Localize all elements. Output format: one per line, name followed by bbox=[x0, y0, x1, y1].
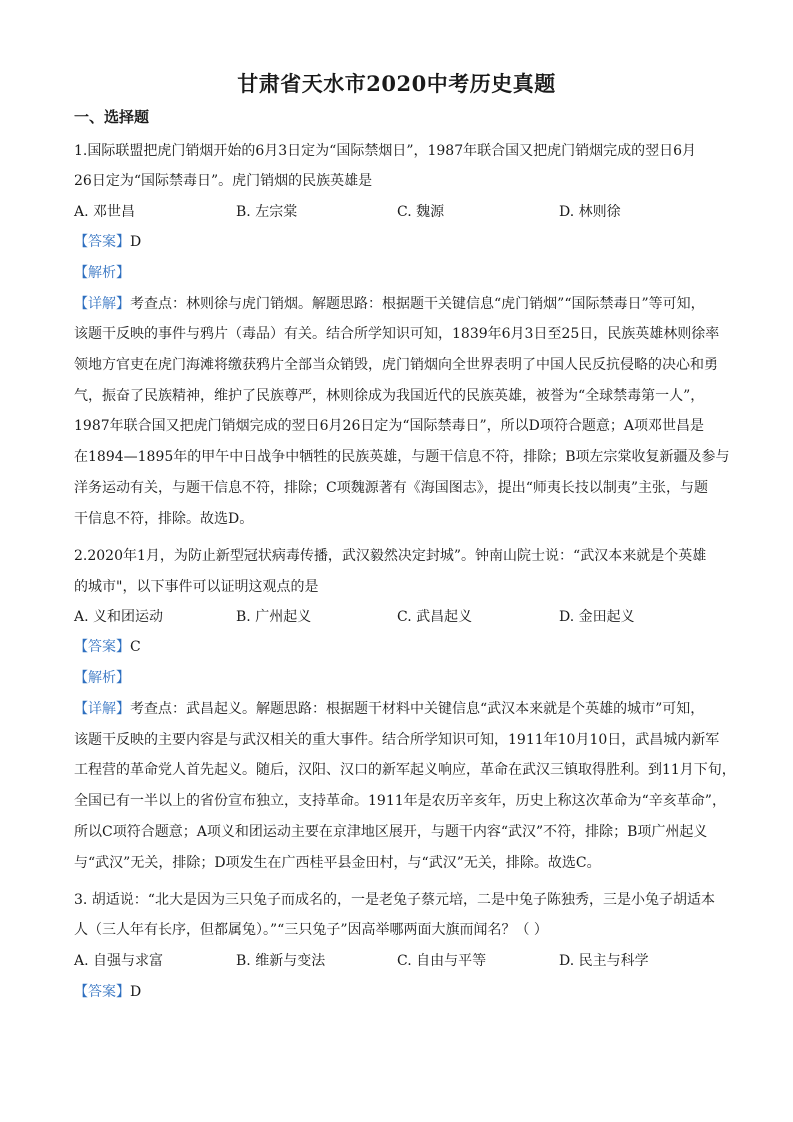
q1-detail-line: 该题干反映的事件与鸦片（毒品）有关。结合所学知识可知，1839年6月3日至25日，民族英雄林则徐率 bbox=[74, 326, 720, 342]
analysis-tag: 【解析】 bbox=[74, 670, 130, 686]
q1-detail-line: 1987年联合国又把虎门销烟完成的翌日6月26日定为“国际禁毒日”，所以D项符合题意；A项邓世昌是 bbox=[74, 418, 704, 434]
q2-stem-line: 2.2020年1月，为防止新型冠状病毒传播，武汉毅然决定封城”。钟南山院士说：“武汉本来就是个英雄 bbox=[74, 548, 707, 564]
answer-value: D bbox=[130, 984, 142, 1000]
q2-option-a: A. 义和团运动 bbox=[74, 609, 164, 625]
q1-detail-line: 在1894—1895年的甲午中日战争中牺牲的民族英雄，与题干信息不符，排除；B项左宗棠收复新疆及参与 bbox=[74, 449, 730, 465]
q3-stem-line: 3. 胡适说：“北大是因为三只兔子而成名的，一是老兔子蔡元培，二是中兔子陈独秀，三是小兔子胡适本 bbox=[74, 892, 715, 908]
q2-option-c: C. 武昌起义 bbox=[397, 609, 473, 625]
q2-detail-line: 工程营的革命党人首先起义。随后，汉阳、汉口的新军起义响应，革命在武汉三镇取得胜利。到11月下旬， bbox=[74, 762, 736, 778]
detail-tag: 【详解】 bbox=[74, 296, 130, 312]
q1-detail-line: 气，振奋了民族精神，维护了民族尊严，林则徐成为我国近代的民族英雄，被誉为“全球禁毒第一人”， bbox=[74, 388, 705, 404]
q1-answer-row bbox=[74, 232, 724, 252]
q1-option-d: D. 林则徐 bbox=[559, 204, 621, 220]
q2-option-d: D. 金田起义 bbox=[559, 609, 635, 625]
detail-text: 考查点：林则徐与虎门销烟。解题思路：根据题干关键信息“虎门销烟”“国际禁毒日”等可知， bbox=[130, 296, 705, 312]
q2-answer-row bbox=[74, 637, 724, 657]
q3-option-c: C. 自由与平等 bbox=[397, 953, 487, 969]
q1-option-a: A. 邓世昌 bbox=[74, 204, 136, 220]
q2-stem-line: 的城市"，以下事件可以证明这观点的是 bbox=[74, 579, 319, 595]
analysis-tag: 【解析】 bbox=[74, 265, 130, 281]
q1-detail-line: 干信息不符，排除。故选D。 bbox=[74, 511, 254, 527]
q1-stem-line: 26日定为“国际禁毒日”。虎门销烟的民族英雄是 bbox=[74, 173, 373, 189]
page-title: 甘肃省天水市2020中考历史真题 bbox=[237, 71, 556, 96]
q2-detail-line: 全国已有一半以上的省份宣布独立，支持革命。1911年是农历辛亥年，历史上称这次革命为“辛亥革命”， bbox=[74, 793, 726, 809]
answer-tag: 【答案】 bbox=[74, 234, 130, 250]
q1-detail-line: 洋务运动有关，与题干信息不符，排除；C项魏源著有《海国图志》，提出“师夷长技以制夷”主张，与题 bbox=[74, 480, 709, 496]
q2-option-b: B. 广州起义 bbox=[236, 609, 312, 625]
q2-detail-line bbox=[74, 699, 724, 719]
q3-option-d: D. 民主与科学 bbox=[559, 953, 649, 969]
q2-detail-line: 该题干反映的主要内容是与武汉相关的重大事件。结合所学知识可知，1911年10月10日，武昌城内新军 bbox=[74, 732, 720, 748]
section-heading: 一、选择题 bbox=[74, 108, 150, 126]
q3-answer-row bbox=[74, 982, 724, 1002]
q1-detail-line bbox=[74, 294, 724, 314]
q3-stem-line: 人（三人年有长序，但都属兔）。”“三只兔子”因高举哪两面大旗而闻名？（ ） bbox=[74, 922, 548, 938]
answer-value: C bbox=[130, 639, 141, 655]
q3-option-a: A. 自强与求富 bbox=[74, 953, 164, 969]
q1-stem-line: 1.国际联盟把虎门销烟开始的6月3日定为“国际禁烟日”，1987年联合国又把虎门销烟完成的翌日6月 bbox=[74, 143, 697, 159]
detail-tag: 【详解】 bbox=[74, 701, 130, 717]
q2-detail-line: 与“武汉”无关，排除；D项发生在广西桂平县金田村，与“武汉”无关，排除。故选C。 bbox=[74, 855, 601, 871]
q1-detail-line: 领地方官吏在虎门海滩将缴获鸦片全部当众销毁，虎门销烟向全世界表明了中国人民反抗侵略的决心和勇 bbox=[74, 357, 718, 373]
q2-detail-line: 所以C项符合题意；A项义和团运动主要在京津地区展开，与题干内容“武汉”不符，排除；B项广州起义 bbox=[74, 824, 708, 840]
detail-text: 考查点：武昌起义。解题思路：根据题干材料中关键信息“武汉本来就是个英雄的城市”可知， bbox=[130, 701, 705, 717]
q1-option-b: B. 左宗棠 bbox=[236, 204, 298, 220]
answer-value: D bbox=[130, 234, 142, 250]
answer-tag: 【答案】 bbox=[74, 984, 130, 1000]
q1-option-c: C. 魏源 bbox=[397, 204, 445, 220]
q3-option-b: B. 维新与变法 bbox=[236, 953, 326, 969]
answer-tag: 【答案】 bbox=[74, 639, 130, 655]
